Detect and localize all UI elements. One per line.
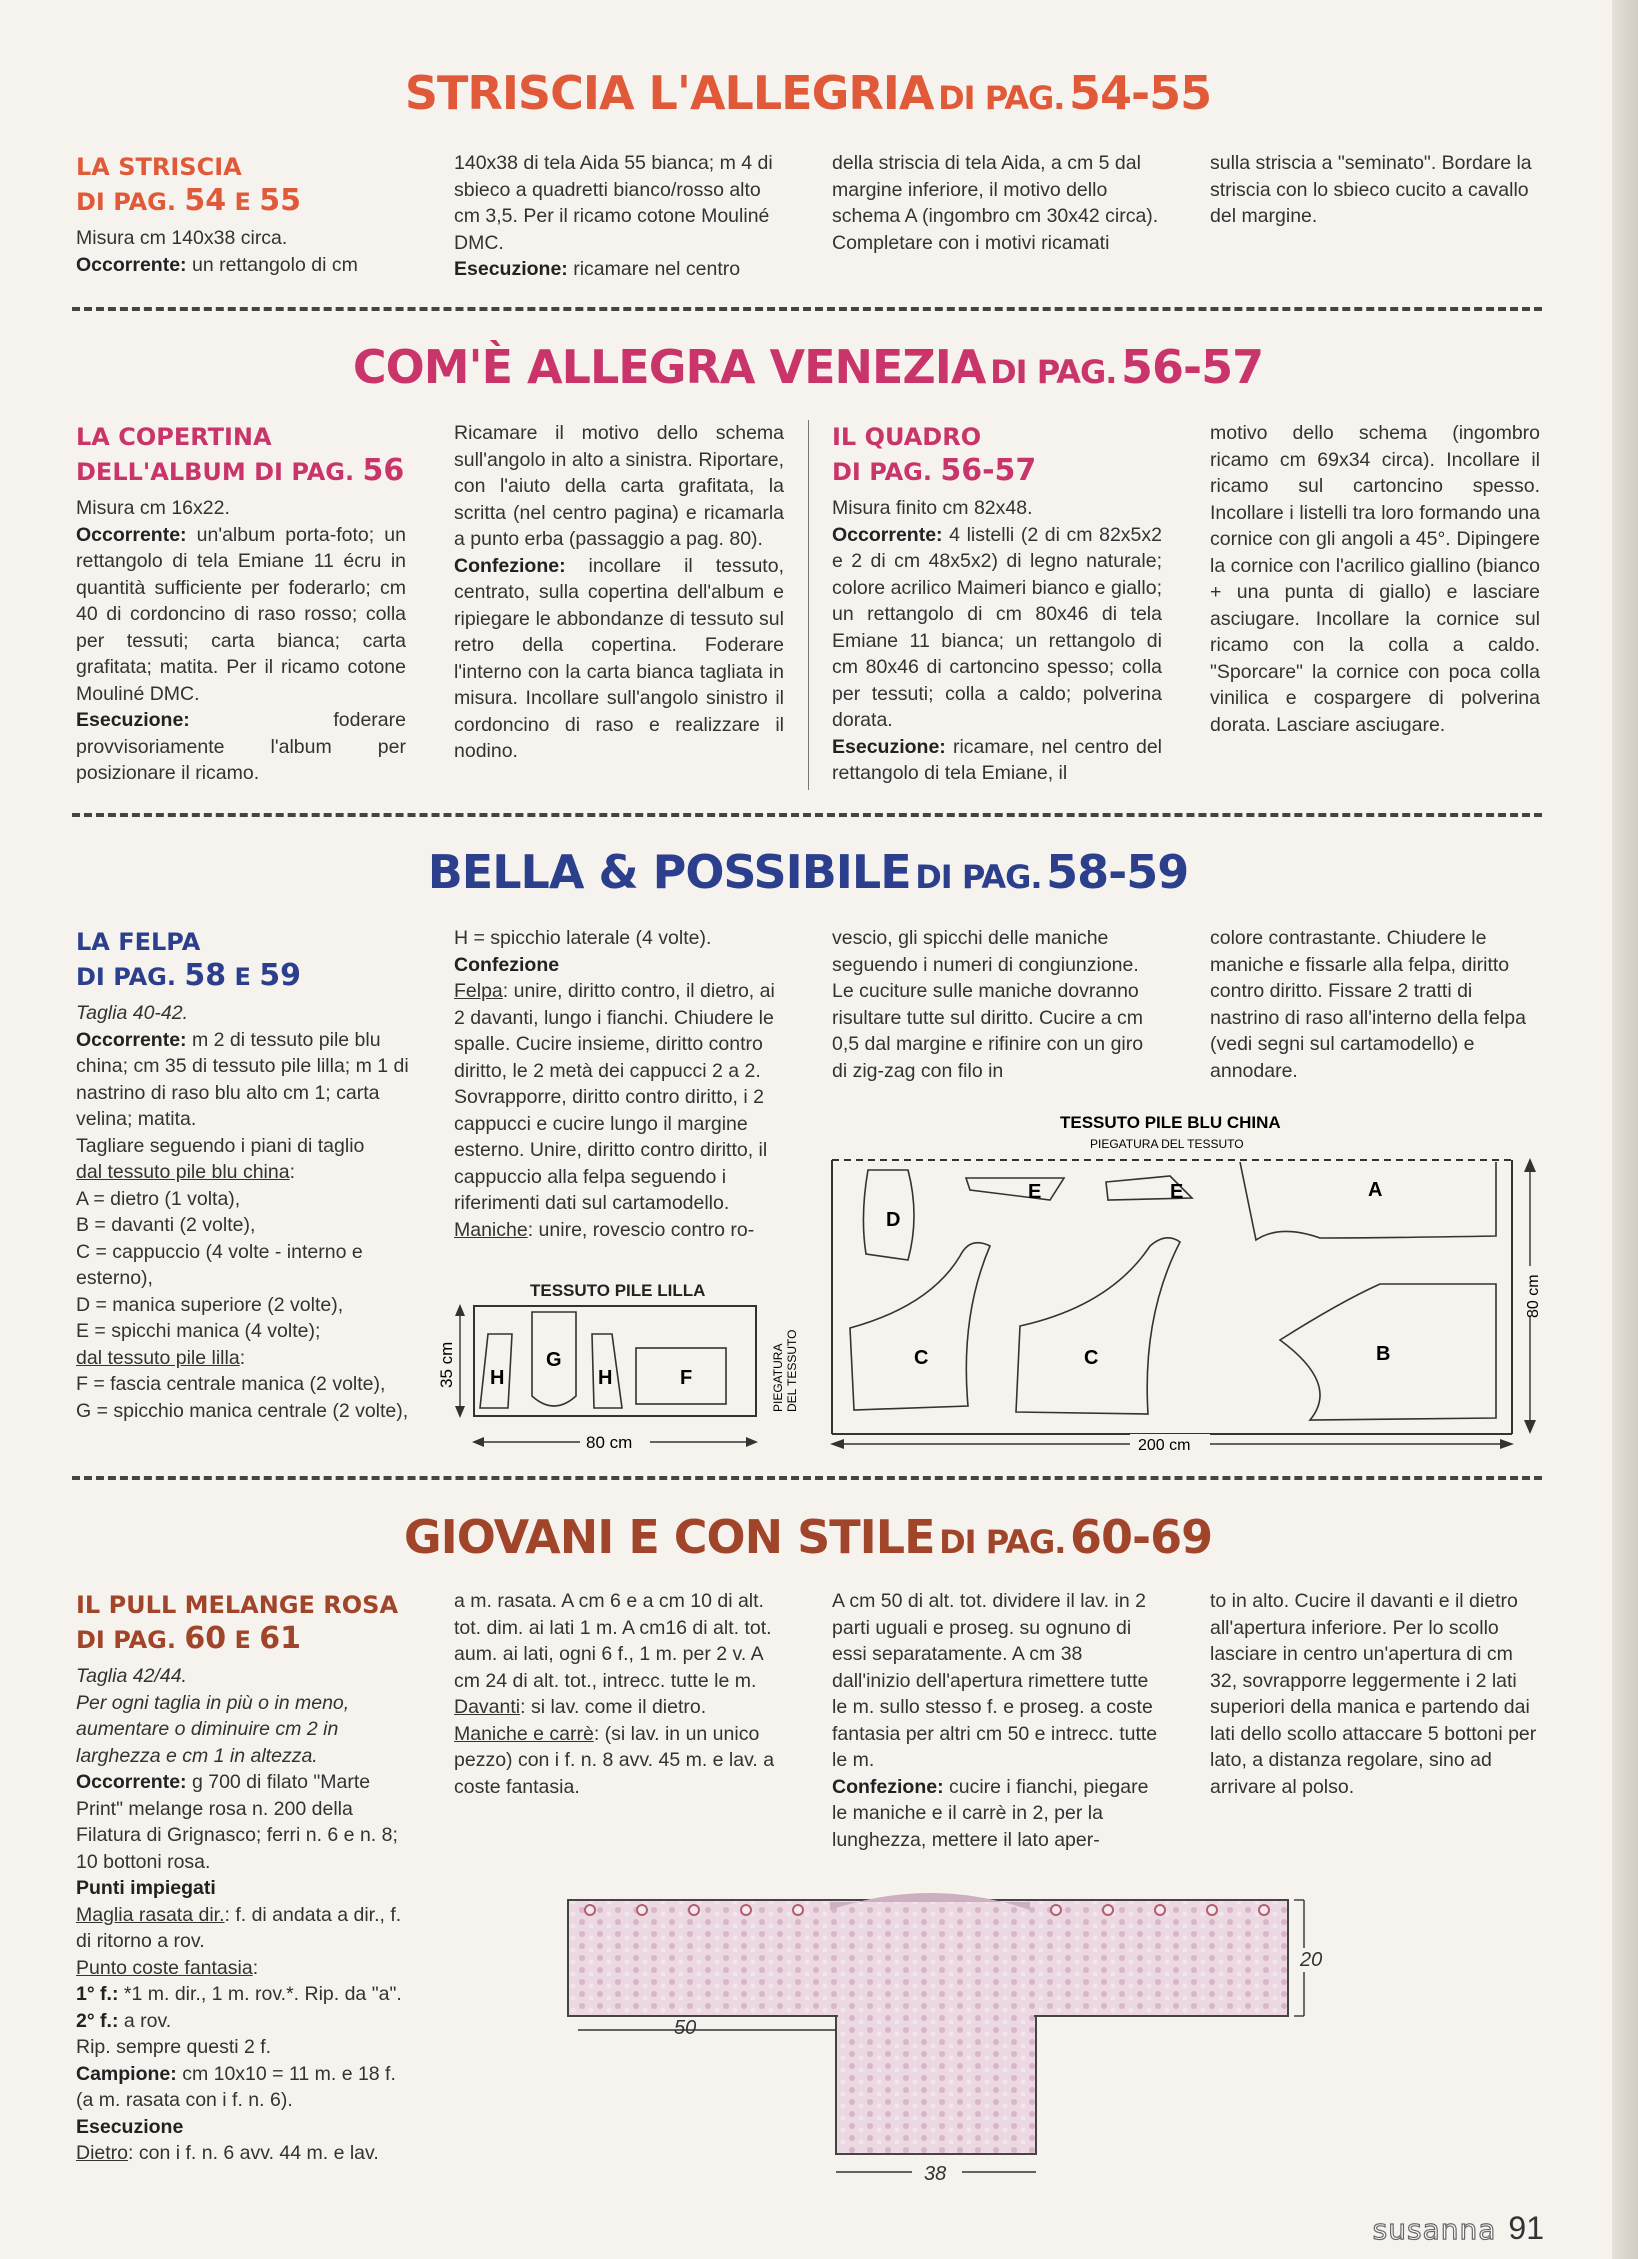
- col-4: sulla striscia a "seminato". Bordare la striscia con lo sbieco cucito a cavallo del margine.: [1210, 152, 1532, 227]
- arrow-head: [1500, 1439, 1514, 1449]
- col-1: LA FELPA DI PAG. 58 E 59 Taglia 40-42. Occorrente: m 2 di tessuto pile blu china; cm 35 di tessuto pile lilla; m 1 di nastrino di raso blu alto cm 1; carta velina; matita. Tagliare seguendo i piani di taglio dal tessuto pile blu china: A = dietro (1 volta), B = davanti (2 volte), C = cappuccio (4 volte - interno e esterno), D = manica superiore (2 volte), E = spicchi manica (4 volte); dal tessuto pile lilla: F = fascia centrale manica (2 volte), G = spicchio manica centrale (2 volte),: [76, 925, 416, 1424]
- button: [793, 1905, 803, 1915]
- button: [1103, 1905, 1113, 1915]
- lilla-fold-label-2: DEL TESSUTO: [785, 1329, 799, 1412]
- col-4: motivo dello schema (ingombro ricamo cm 69x34 circa). Incollare il ricamo sul cartoncino spesso. Incollare i listelli tra loro formando una cornice con gli angoli a 45°. Dipingere la cornice con l'acrilico giallino (bianco + una punta di giallo) e lasciare asciugare. Incollare la cornice sul ricamo con la colla a caldo. "Sporcare" la cornice con poca colla vinilica e cospargere di polverina dorata. Lasciare asciugare.: [1210, 422, 1540, 736]
- sleeves-carre: [568, 1900, 1288, 2016]
- piece-label: E: [1028, 1181, 1042, 1203]
- arrow-head: [455, 1406, 465, 1418]
- lilla-fold-label-1: PIEGATURA: [771, 1343, 785, 1412]
- lilla-height: 35 cm: [437, 1341, 456, 1388]
- piece-label: C: [1084, 1347, 1099, 1369]
- piece-e1: [966, 1178, 1064, 1200]
- divider: [72, 813, 1542, 817]
- section-title-2: COM'È ALLEGRA VENEZIA DI PAG. 56-57: [352, 340, 1264, 394]
- body: [836, 2016, 1036, 2154]
- arrow-head: [1524, 1420, 1536, 1434]
- col-2: a m. rasata. A cm 6 e a cm 10 di alt. tot. dim. ai lati 1 m. A cm16 di alt. tot. aum. ai lati, ogni 6 f., 1 m. per 2 v. A cm 24 di alt. tot., intrecc. tutte le m. Davanti: si lav. come il dietro. Maniche e carrè: (si lav. in un unico pezzo) con i f. n. 8 avv. 45 m. e lav. a coste fantasia.: [454, 1590, 775, 1798]
- page-edge: [1612, 0, 1638, 2259]
- button: [1155, 1905, 1165, 1915]
- divider: [72, 1476, 1542, 1480]
- heading-copertina: LA COPERTINA DELL'ALBUM DI PAG. 56: [76, 423, 405, 488]
- lilla-width: 80 cm: [586, 1433, 633, 1452]
- button: [1259, 1905, 1269, 1915]
- blu-width: 200 cm: [1138, 1437, 1191, 1454]
- lilla-title: TESSUTO PILE LILLA: [530, 1281, 706, 1300]
- button: [637, 1905, 647, 1915]
- pattern-lilla-diagram: [437, 1276, 802, 1454]
- piece-label: C: [914, 1347, 929, 1369]
- piece-label: D: [886, 1209, 901, 1231]
- arrow-head: [1524, 1158, 1536, 1172]
- blu-height: 80 cm: [1525, 1274, 1542, 1318]
- col-3: della striscia di tela Aida, a cm 5 dal margine inferiore, il motivo dello schema A (ingombro cm 30x42 circa). Completare con i motivi ricamati: [832, 152, 1159, 254]
- page-number: 91: [1508, 2210, 1544, 2246]
- col-3: vescio, gli spicchi delle maniche seguendo i numeri di congiunzione. Le cuciture sulle maniche dovranno risultare tutte sul diritto. Cucire a cm 0,5 dal margine e rifinire con un giro di zig-zag con filo in: [832, 927, 1144, 1082]
- brand-logo: susanna: [1372, 2213, 1497, 2246]
- dim-label: 20: [1300, 1949, 1323, 1971]
- col-1: LA STRISCIA DI PAG. 54 E 55 Misura cm 140x38 circa. Occorrente: un rettangolo di cm: [76, 150, 406, 278]
- heading-striscia: LA STRISCIA DI PAG. 54 E 55: [76, 153, 301, 218]
- piece-label: H: [490, 1367, 505, 1389]
- col-4: to in alto. Cucire il davanti e il dietro all'apertura inferiore. Per lo scollo lasciare in centro un'apertura di cm 32, sovrapporre leggermente i 2 lati superiori della manica e partendo dai lati dello scollo attaccare 5 bottoni per lato, a distanza regolare, sino ad arrivare al polso.: [1210, 1590, 1537, 1798]
- button: [741, 1905, 751, 1915]
- section-title-3: BELLA & POSSIBILE DI PAG. 58-59: [427, 845, 1189, 899]
- section-title-4: GIOVANI E CON STILE DI PAG. 60-69: [403, 1510, 1213, 1564]
- divider: [72, 307, 1542, 311]
- button: [1207, 1905, 1217, 1915]
- col-2: 140x38 di tela Aida 55 bianca; m 4 di sbieco a quadretti bianco/rosso alto cm 3,5. Per il ricamo cotone Mouliné DMC. Esecuzione: ricamare nel centro: [454, 152, 773, 280]
- col-2: H = spicchio laterale (4 volte). Confezione Felpa: unire, diritto contro, il dietro, ai 2 davanti, lungo i fianchi. Chiudere le spalle. Cucire insieme, diritto contro diritto, le 2 metà dei cappucci 2 a 2. Sovrapporre, diritto contro diritto, i 2 cappucci e cucire lungo il margine esterno. Unire, diritto contro diritto, il cappuccio alla felpa seguendo i riferimenti dati sul cartamodello. Maniche: unire, rovescio contro ro-: [454, 927, 775, 1241]
- blu-title: TESSUTO PILE BLU CHINA: [1060, 1113, 1281, 1132]
- heading-pull: IL PULL MELANGE ROSA DI PAG. 60 E 61: [76, 1591, 399, 1656]
- section-title-1: STRISCIA L'ALLEGRIA DI PAG. 54-55: [404, 66, 1212, 120]
- col-1: IL PULL MELANGE ROSA DI PAG. 60 E 61 Taglia 42/44. Per ogni taglia in più o in meno, aumentare o diminuire cm 2 in larghezza e cm 1 in altezza. Occorrente: g 700 di filato "Marte Print" melange rosa n. 200 della Filatura di Grignasco; ferri n. 6 e n. 8; 10 bottoni rosa. Punti impiegati Maglia rasata dir.: f. di andata a dir., f. di ritorno a rov. Punto coste fantasia: 1° f.: *1 m. dir., 1 m. rov.*. Rip. da "a". 2° f.: a rov. Rip. sempre questi 2 f. Campione: cm 10x10 = 11 m. e 18 f. (a m. rasata con i f. n. 6). Esecuzione Dietro: con i f. n. 6 avv. 44 m. e lav.: [76, 1588, 406, 2167]
- piece-c1: [850, 1243, 990, 1410]
- arrow-head: [472, 1437, 484, 1447]
- dim-label: 38: [924, 2163, 947, 2185]
- arrow-head: [455, 1304, 465, 1316]
- piece-label: B: [1376, 1343, 1391, 1365]
- dim-label: 50: [674, 2017, 697, 2039]
- piece-label: E: [1170, 1181, 1184, 1203]
- piece-label: G: [546, 1349, 562, 1371]
- col-3: A cm 50 di alt. tot. dividere il lav. in 2 parti uguali e proseg. su ognuno di essi separatamente. A cm 38 dall'inizio dell'apertura rimettere tutte le m. sullo stesso f. e proseg. a coste fantasia per altri cm 50 e intrecc. tutte le m. Confezione: cucire i fianchi, piegare le maniche e il carrè in 2, per la lunghezza, mettere il lato aper-: [832, 1590, 1158, 1851]
- button: [689, 1905, 699, 1915]
- button: [1051, 1905, 1061, 1915]
- col-3: IL QUADRO DI PAG. 56-57 Misura finito cm 82x48. Occorrente: 4 listelli (2 di cm 82x5x2 e 2 di cm 48x5x2) di legno naturale; colore acrilico Maimeri bianco e giallo; un rettangolo di cm 80x46 di tela Emiane 11 bianca; un rettangolo di cm 80x46 di cartoncino spesso; colla per tessuti; colla a caldo; polverina dorata. Esecuzione: ricamare, nel centro del rettangolo di tela Emiane, il: [832, 420, 1162, 787]
- heading-quadro: IL QUADRO DI PAG. 56-57: [832, 423, 1037, 488]
- join-cover: [838, 2010, 1034, 2020]
- col-2: Ricamare il motivo dello schema sull'angolo in alto a sinistra. Riportare, con l'aiuto della carta grafitata, la scritta (nel centro pagina) e ricamarla a punto erba (passaggio a pag. 80). Confezione: incollare il tessuto, centrato, sulla copertina dell'album e ripiegare le abbondanze di tessuto sul retro della copertina. Foderare l'interno con la carta bianca tagliata in misura. Incollare sull'angolo sinistro il cordoncino di raso e realizzare il nodino.: [454, 422, 784, 762]
- column-rule: [808, 420, 809, 790]
- blu-fold-label: PIEGATURA DEL TESSUTO: [1090, 1137, 1244, 1151]
- arrow-head: [830, 1439, 844, 1449]
- pull-diagram: [560, 1870, 1380, 2200]
- button: [585, 1905, 595, 1915]
- col-1: LA COPERTINA DELL'ALBUM DI PAG. 56 Misura cm 16x22. Occorrente: un'album porta-foto; un rettangolo di tela Emiane 11 écru in quantità sufficiente per foderarlo; cm 40 di cordoncino di raso rosso; colla per tessuti; carta bianca; carta grafitata; matita. Per il ricamo cotone Mouliné DMC. Esecuzione: foderare provvisoriamente l'album per posizionare il ricamo.: [76, 420, 406, 787]
- piece-label: A: [1368, 1179, 1383, 1201]
- piece-label: H: [598, 1367, 613, 1389]
- piece-a: [1240, 1162, 1496, 1240]
- heading-felpa: LA FELPA DI PAG. 58 E 59: [76, 928, 301, 993]
- arrow-head: [746, 1437, 758, 1447]
- piece-label: F: [680, 1367, 693, 1389]
- page-footer: [1373, 2210, 1544, 2247]
- col-4: colore contrastante. Chiudere le maniche e fissarle alla felpa, diritto contro diritto. Fissare 2 tratti di nastrino di raso all'interno della felpa (vedi segni sul cartamodello) e annodare.: [1210, 927, 1526, 1082]
- piece-c2: [1016, 1238, 1180, 1414]
- text: Misura cm 140x38 circa.: [76, 227, 288, 249]
- pattern-blu-diagram: [820, 1106, 1550, 1456]
